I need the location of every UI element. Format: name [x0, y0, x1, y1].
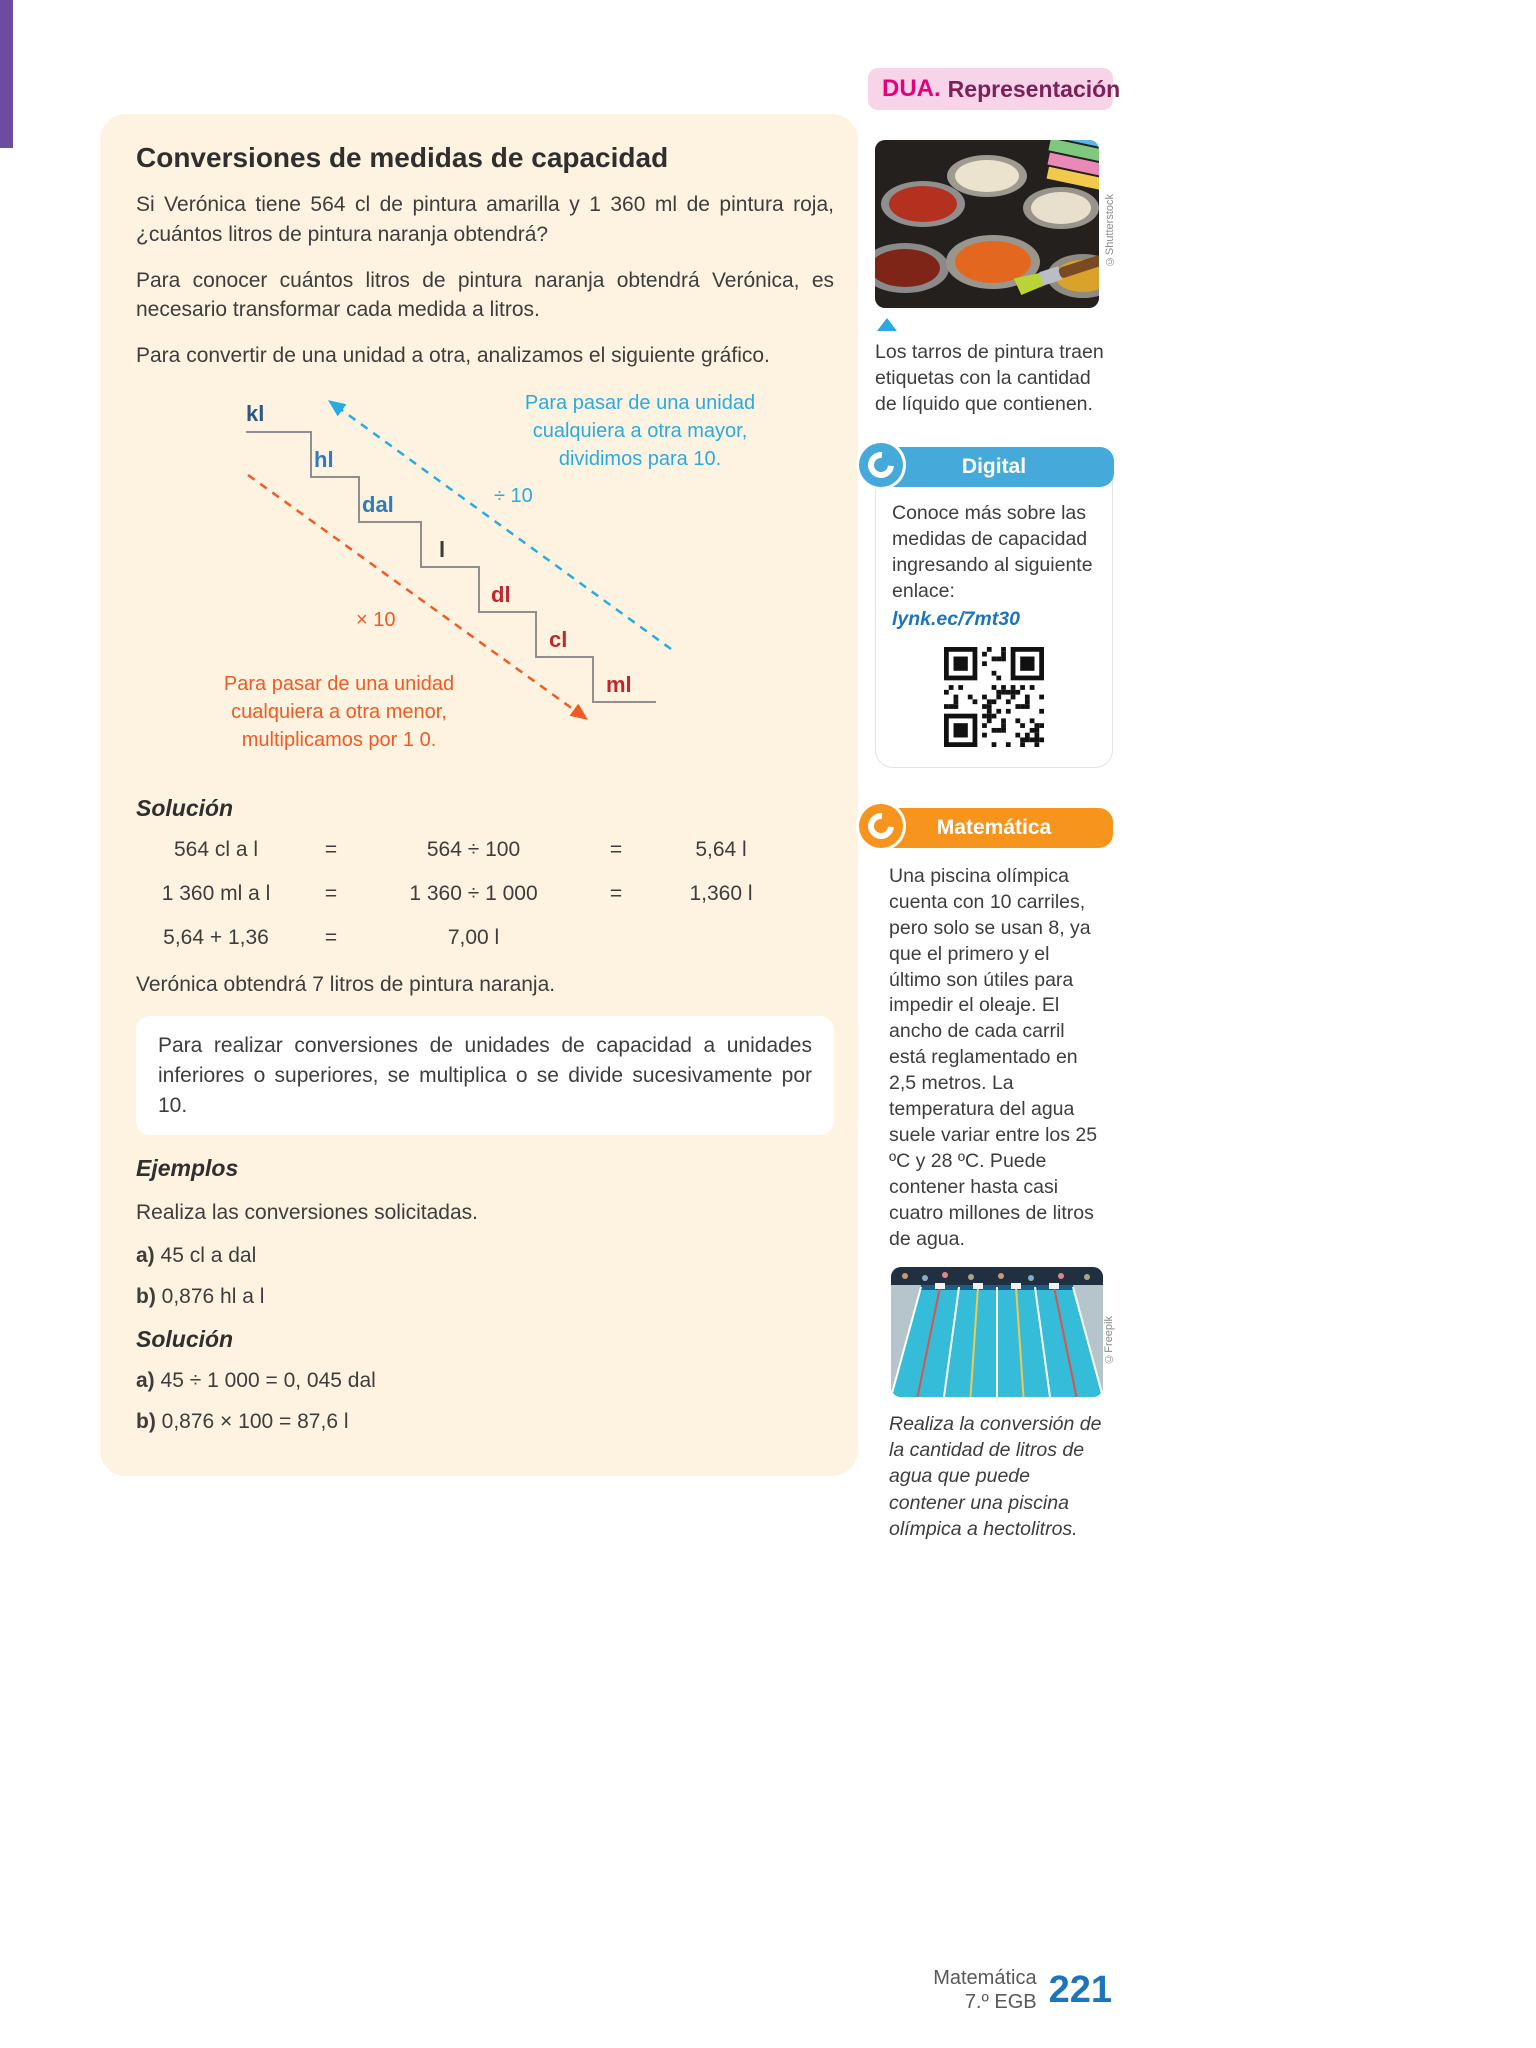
- solution-cell: =: [324, 926, 338, 950]
- answer-a-label: a): [136, 1369, 155, 1393]
- answer-a: [136, 1369, 834, 1393]
- problem-paragraph: Si Verónica tiene 564 cl de pintura amarilla y 1 360 ml de pintura roja, ¿cuántos litros de pintura naranja obtendrá?: [136, 193, 834, 246]
- pool-caption: Realiza la conversión de la cantidad de litros de agua que puede contener una piscina olímpica a hectolitros.: [889, 1412, 1102, 1540]
- graphic-intro-paragraph: Para convertir de una unidad a otra, analizamos el siguiente gráfico.: [136, 344, 770, 368]
- solution-cell: =: [609, 882, 623, 906]
- solution-table: [136, 838, 834, 950]
- pool-image: [891, 1267, 1103, 1397]
- matematica-badge-icon: [859, 804, 903, 848]
- solution-cell: 564 cl a l: [173, 838, 259, 862]
- unit-label-cl: cl: [549, 627, 568, 653]
- answer-a-text: 45 ÷ 1 000 = 0, 045 dal: [160, 1369, 376, 1393]
- matematica-text: Una piscina olímpica cuenta con 10 carriles, pero solo se usan 8, ya que el primero y el último son útiles para impedir el oleaje. El ancho de cada carril está reglamentado en 2,5 metros. La temperatura del agua suele variar entre los 25 ºC y 28 ºC. Puede contener hasta casi cuatro millones de litros de agua.: [889, 864, 1098, 1250]
- unit-label-ml: ml: [606, 672, 632, 698]
- unit-label-l: l: [439, 537, 446, 563]
- pool-photo: [891, 1267, 1116, 1397]
- examples-intro: Realiza las conversiones solicitadas.: [136, 1201, 478, 1225]
- photo-credit-shutterstock: ©Shutterstock: [1104, 193, 1116, 267]
- digital-box: [875, 448, 1113, 768]
- divide-rule-note: Para pasar de una unidad cualquiera a otra mayor, dividimos para 10.: [524, 392, 756, 471]
- example-a: [136, 1244, 834, 1268]
- example-a-label: a): [136, 1244, 155, 1268]
- solution-heading: Solución: [136, 795, 234, 822]
- solution-cell: 564 ÷ 100: [426, 838, 521, 862]
- sidebar: [875, 140, 1116, 1542]
- capacity-staircase-diagram: [136, 387, 836, 779]
- example-a-text: 45 cl a dal: [160, 1244, 257, 1268]
- multiply-rule-note: Para pasar de una unidad cualquiera a otra menor, multiplicamos por 1 0.: [223, 673, 455, 752]
- solution-cell: [581, 926, 651, 950]
- digital-body: [876, 487, 1112, 747]
- matematica-header: [875, 808, 1113, 848]
- multiply-by-ten-label: × 10: [356, 609, 396, 632]
- paint-cans-photo: [875, 140, 1116, 308]
- page-number: 221: [1048, 1968, 1112, 2011]
- example-b-label: b): [136, 1285, 156, 1309]
- unit-label-kl: kl: [246, 401, 265, 427]
- unit-label-dal: dal: [362, 492, 394, 518]
- example-b-text: 0,876 hl a l: [161, 1285, 265, 1309]
- matematica-title: Matemática: [936, 815, 1052, 839]
- conclusion-text: Verónica obtendrá 7 litros de pintura naranja.: [136, 973, 556, 997]
- solution-cell: =: [324, 882, 338, 906]
- footer-grade: 7.º EGB: [964, 1991, 1037, 2014]
- digital-text: Conoce más sobre las medidas de capacidad ingresando al siguiente enlace:: [892, 502, 1093, 603]
- dua-title: Representación: [947, 75, 1121, 102]
- dua-label: DUA.: [882, 75, 941, 102]
- example-b: [136, 1285, 834, 1309]
- method-paragraph: Para conocer cuántos litros de pintura naranja obtendrá Verónica, es necesario transformar cada medida a litros.: [136, 268, 834, 322]
- divide-by-ten-label: ÷ 10: [494, 485, 533, 508]
- matematica-body: [875, 848, 1116, 1542]
- answer-b-text: 0,876 × 100 = 87,6 l: [161, 1410, 349, 1434]
- solution-cell: 1,360 l: [689, 882, 753, 906]
- page-footer: [820, 1966, 1112, 2015]
- solution2-heading: Solución: [136, 1326, 234, 1353]
- caption-pointer-icon: [877, 318, 897, 331]
- photo-credit-freepik: ©Freepik: [1103, 1316, 1116, 1365]
- rule-callout: Para realizar conversiones de unidades de capacidad a unidades inferiores o superiores, se multiplica o se divide sucesivamente por 10.: [136, 1016, 834, 1135]
- digital-header: [875, 447, 1114, 487]
- solution-cell: [651, 926, 791, 950]
- solution-cell: 5,64 l: [695, 838, 747, 862]
- unit-label-hl: hl: [314, 447, 334, 473]
- lesson-title: Conversiones de medidas de capacidad: [136, 142, 669, 173]
- footer-subject: Matemática: [933, 1967, 1037, 1989]
- dua-banner: [868, 68, 1121, 110]
- answer-b-label: b): [136, 1410, 156, 1434]
- unit-label-dl: dl: [491, 582, 511, 608]
- digital-title: Digital: [961, 455, 1027, 479]
- answer-b: [136, 1410, 834, 1434]
- solution-cell: 1 360 ml a l: [161, 882, 271, 906]
- digital-badge-icon: [859, 443, 903, 487]
- solution-cell: 5,64 + 1,36: [163, 926, 269, 950]
- solution-cell: 1 360 ÷ 1 000: [409, 882, 538, 906]
- paint-caption: Los tarros de pintura traen etiquetas con la cantidad de líquido que contienen.: [875, 341, 1104, 415]
- lesson-panel: [100, 114, 858, 1476]
- digital-link[interactable]: lynk.ec/7mt30: [892, 607, 1020, 630]
- corner-accent-bar: [0, 0, 13, 148]
- paint-cans-image: [875, 140, 1099, 308]
- solution-cell: 7,00 l: [447, 926, 500, 950]
- qr-code[interactable]: [944, 647, 1044, 747]
- matematica-box: [875, 808, 1116, 1542]
- footer-meta: [933, 1966, 1036, 2015]
- solution-cell: =: [324, 838, 338, 862]
- solution-cell: =: [609, 838, 623, 862]
- examples-heading: Ejemplos: [136, 1155, 239, 1182]
